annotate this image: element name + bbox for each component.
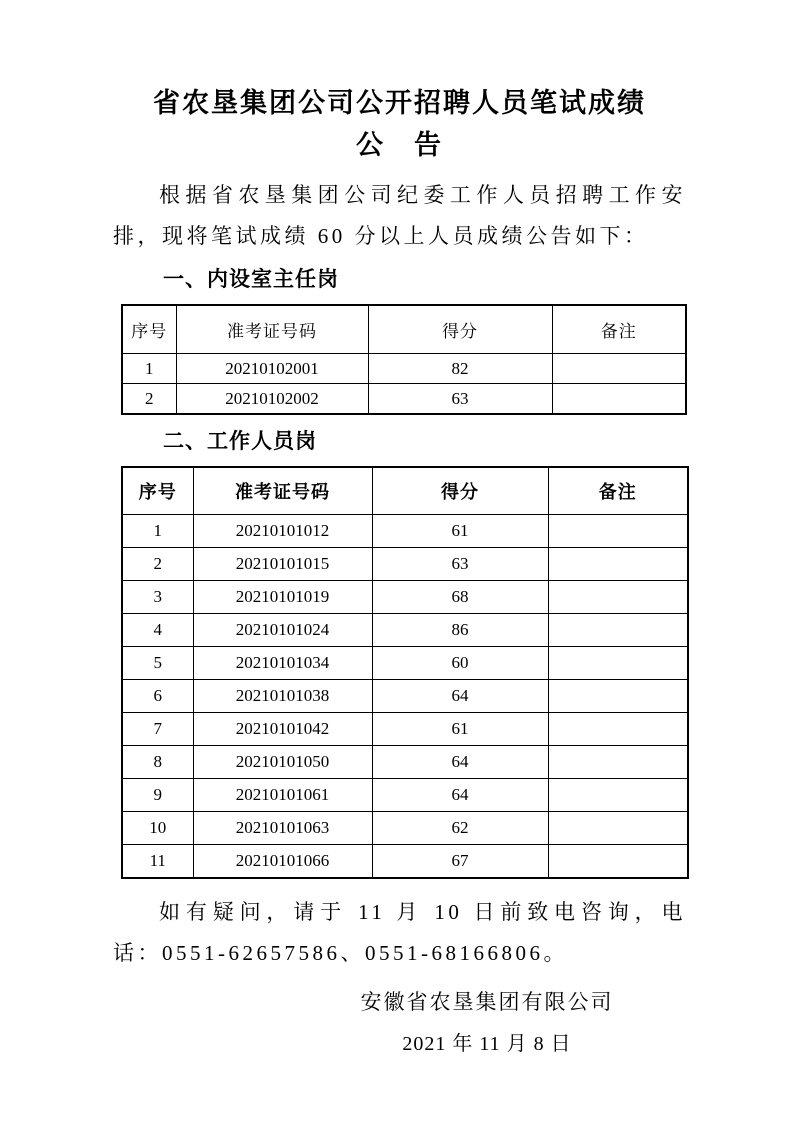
table-row <box>122 746 688 779</box>
table-cell <box>548 845 688 879</box>
score-table-staff-post <box>121 466 689 879</box>
section-2-heading: 二、工作人员岗 <box>163 430 317 453</box>
table-cell: 20210101015 <box>193 548 372 581</box>
table-cell: 2 <box>122 384 176 415</box>
table-row <box>122 581 688 614</box>
table-cell <box>548 680 688 713</box>
table-cell <box>548 746 688 779</box>
table-cell: 64 <box>372 779 548 812</box>
table-cell <box>552 354 686 384</box>
column-header-seq: 序号 <box>122 305 176 354</box>
table-cell <box>548 515 688 548</box>
table-cell: 63 <box>368 384 552 415</box>
table-cell <box>552 384 686 415</box>
table-header-row <box>122 467 688 515</box>
table-row <box>122 515 688 548</box>
table-header-row <box>122 305 686 354</box>
column-header-admission-no: 准考证号码 <box>176 305 368 354</box>
table-cell: 8 <box>122 746 193 779</box>
column-header-score: 得分 <box>372 467 548 515</box>
table-row <box>122 548 688 581</box>
table-cell: 20210101024 <box>193 614 372 647</box>
issue-date: 2021 年 11 月 8 日 <box>402 1033 572 1055</box>
table-cell: 86 <box>372 614 548 647</box>
table-cell: 1 <box>122 515 193 548</box>
table-row <box>122 812 688 845</box>
table-cell <box>548 779 688 812</box>
signoff-block <box>113 986 686 1059</box>
table-row <box>122 779 688 812</box>
table-cell: 3 <box>122 581 193 614</box>
table-cell <box>548 713 688 746</box>
column-header-admission-no: 准考证号码 <box>193 467 372 515</box>
document-title: 省农垦集团公司公开招聘人员笔试成绩 <box>153 88 646 118</box>
document-title-line2: 公 告 <box>356 130 443 160</box>
table-cell: 20210101034 <box>193 647 372 680</box>
table-cell <box>548 581 688 614</box>
table-cell <box>548 548 688 581</box>
table-cell: 68 <box>372 581 548 614</box>
table-cell: 67 <box>372 845 548 879</box>
table-cell: 7 <box>122 713 193 746</box>
table-cell: 62 <box>372 812 548 845</box>
table-cell: 63 <box>372 548 548 581</box>
table-cell <box>548 647 688 680</box>
table-cell: 2 <box>122 548 193 581</box>
column-header-score: 得分 <box>368 305 552 354</box>
table-cell: 20210101066 <box>193 845 372 879</box>
table-cell: 20210101061 <box>193 779 372 812</box>
table-cell: 20210102002 <box>176 384 368 415</box>
table-cell <box>548 614 688 647</box>
table-cell: 1 <box>122 354 176 384</box>
table-cell: 4 <box>122 614 193 647</box>
table-cell: 61 <box>372 713 548 746</box>
table-row <box>122 384 686 415</box>
closing-paragraph: 如有疑问，请于 11 月 10 日前致电咨询，电话：0551-62657586、0551-68166806。 <box>113 900 686 965</box>
intro-paragraph: 根据省农垦集团公司纪委工作人员招聘工作安排，现将笔试成绩 60 分以上人员成绩公告如下： <box>113 183 686 248</box>
section-1-heading: 一、内设室主任岗 <box>163 268 339 291</box>
table-cell: 9 <box>122 779 193 812</box>
table-cell: 20210101042 <box>193 713 372 746</box>
column-header-seq: 序号 <box>122 467 193 515</box>
table-cell: 82 <box>368 354 552 384</box>
table-cell: 64 <box>372 680 548 713</box>
table-cell: 5 <box>122 647 193 680</box>
table-cell: 10 <box>122 812 193 845</box>
table-row <box>122 614 688 647</box>
table-cell: 11 <box>122 845 193 879</box>
column-header-remarks: 备注 <box>552 305 686 354</box>
score-table-director-post <box>121 304 687 415</box>
table-cell: 64 <box>372 746 548 779</box>
table-cell: 6 <box>122 680 193 713</box>
table-row <box>122 845 688 879</box>
table-cell: 20210102001 <box>176 354 368 384</box>
issuer-name: 安徽省农垦集团有限公司 <box>360 990 614 1014</box>
table-row <box>122 680 688 713</box>
table-row <box>122 647 688 680</box>
table-cell: 20210101019 <box>193 581 372 614</box>
table-row <box>122 354 686 384</box>
column-header-remarks: 备注 <box>548 467 688 515</box>
table-cell <box>548 812 688 845</box>
table-cell: 20210101038 <box>193 680 372 713</box>
table-cell: 60 <box>372 647 548 680</box>
table-cell: 20210101063 <box>193 812 372 845</box>
table-cell: 20210101050 <box>193 746 372 779</box>
table-cell: 61 <box>372 515 548 548</box>
table-cell: 20210101012 <box>193 515 372 548</box>
table-row <box>122 713 688 746</box>
